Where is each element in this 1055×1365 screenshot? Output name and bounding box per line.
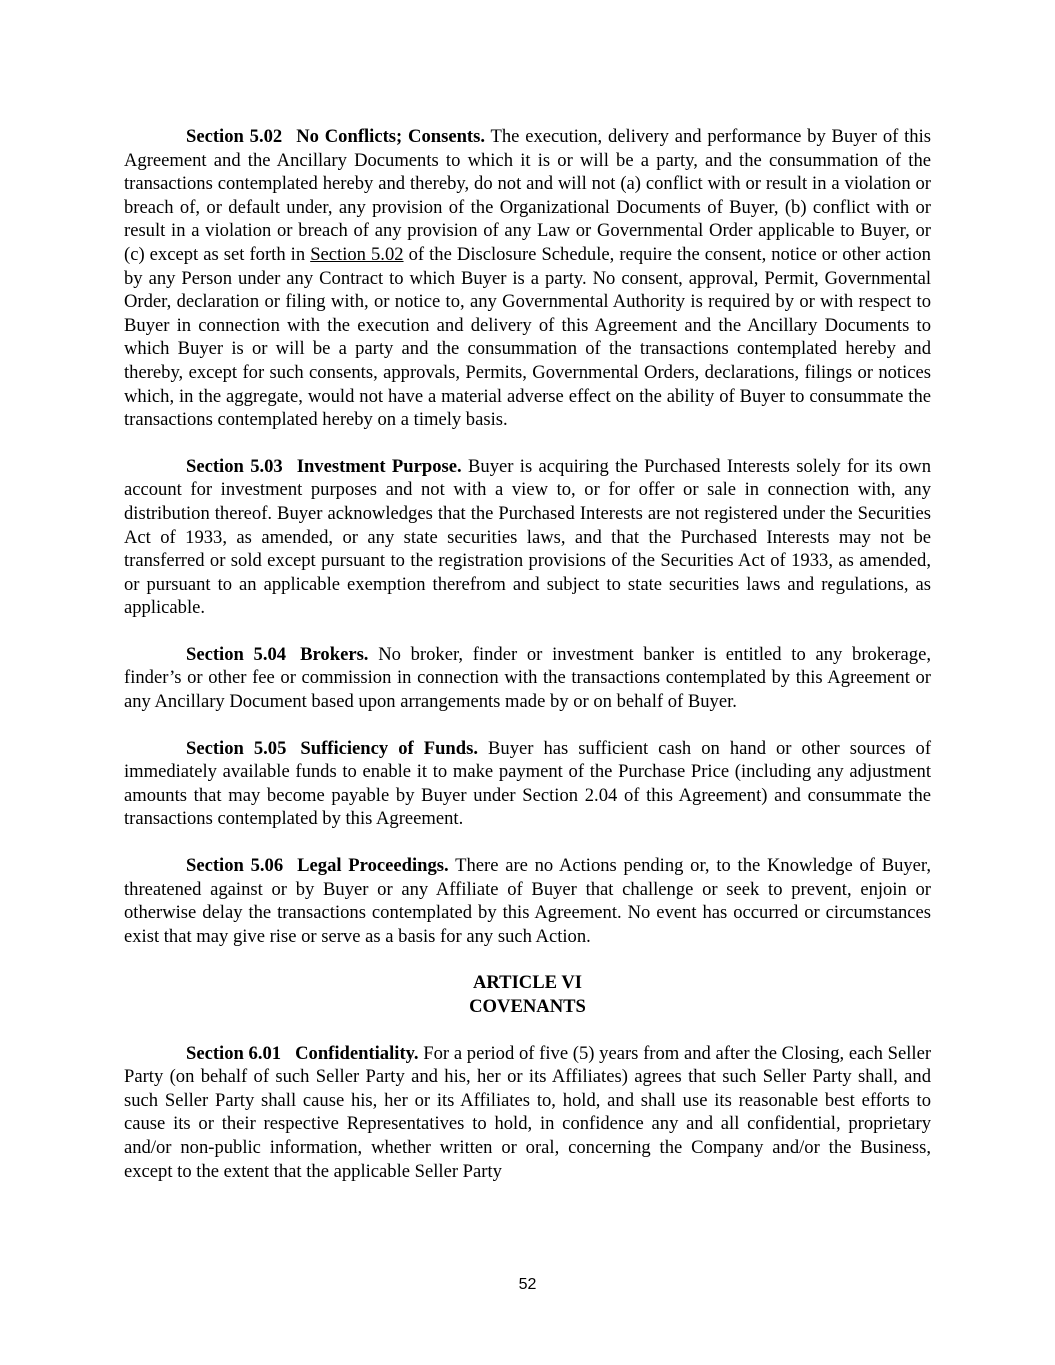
page-body <box>124 125 931 1206</box>
section-6-01 <box>124 1042 931 1184</box>
section-heading: Section 6.01 Confidentiality. <box>186 1042 419 1064</box>
section-text: There are no Actions pending or, to the Knowledge of Buyer, threatened against or by Buyer or any Affiliate of Buyer that challenge or seek to prevent, enjoin or otherwise delay the transactions contemplated by this Agreement. No event has occurred or circumstances exist that may give rise or serve as a basis for any such Action. <box>124 855 932 947</box>
article-title: COVENANTS <box>469 996 586 1017</box>
section-text: Buyer has sufficient cash on hand or other sources of immediately available funds to enable it to make payment of the Purchase Price (including any adjustment amounts that may become payable by Buyer under Section 2.04 of this Agreement) and consummate the transactions contemplated by this Agreement. <box>124 737 932 830</box>
section-text: The execution, delivery and performance by Buyer of this Agreement and the Ancillary Documents to which it is or will be a party, and the consummation of the transactions contemplated hereby and thereby, do not and will not (a) conflict with or result in a violation or breach of, or default under, any provision of the Organizational Documents of Buyer, (b) conflict with or result in a violation or breach of any provision of any Law or Governmental Order applicable to Buyer, or (c) except as set forth in <box>124 126 931 265</box>
article-number: ARTICLE VI <box>472 972 583 994</box>
section-5-06 <box>124 854 931 948</box>
section-5-04 <box>124 643 931 714</box>
section-5-05 <box>124 737 931 831</box>
section-text: Buyer is acquiring the Purchased Interests solely for its own account for investment purposes and not with a view to, or for offer or sale in connection with, any distribution thereof. Buyer acknowledges that the Purchased Interests are not registered under the Securities Act of 1933, as amended, or any state securities laws, and that the Purchased Interests may not be transferred or sold except pursuant to the registration provisions of the Securities Act of 1933, as amended, or pursuant to an applicable exemption therefrom and subject to state securities laws and regulations, as applicable. <box>124 455 931 619</box>
page-number: 52 <box>518 1276 537 1293</box>
section-text: For a period of five (5) years from and after the Closing, each Seller Party (on behalf of such Seller Party and his, her or its Affiliates) agrees that such Seller Party shall, and such Seller Party shall cause his, her or its Affiliates to, hold, and shall use its reasonable best efforts to cause its or their respective Representatives to hold, in confidence any and all confidential, proprietary and/or non-public information, whether written or oral, concerning the Company and/or the Business, except to the extent that the applicable Seller Party <box>124 1042 932 1182</box>
section-text: No broker, finder or investment banker is entitled to any brokerage, finder’s or other fee or commission in connection with the transactions contemplated by this Agreement or any Ancillary Document based upon arrangements made by or on behalf of Buyer. <box>124 643 931 713</box>
section-5-03 <box>124 455 931 620</box>
section-heading: Section 5.02 No Conflicts; Consents. <box>186 126 486 147</box>
section-heading: Section 5.06 Legal Proceedings. <box>186 855 449 877</box>
section-heading: Section 5.04 Brokers. <box>186 643 369 665</box>
section-heading: Section 5.05 Sufficiency of Funds. <box>186 737 478 759</box>
section-heading: Section 5.03 Investment Purpose. <box>186 455 462 477</box>
section-text-continued: of the Disclosure Schedule, require the consent, notice or other action by any Person under any Contract to which Buyer is a party. No consent, approval, Permit, Governmental Order, declaration or filing with, or notice to, any Governmental Authority is required by or with respect to Buyer in connection with the execution and delivery of this Agreement and the Ancillary Documents to which Buyer is or will be a party and the consummation of the transactions contemplated hereby and thereby, except for such consents, approvals, Permits, Governmental Orders, declarations, filings or notices which, in the aggregate, would not have a material adverse effect on the ability of Buyer to consummate the transactions contemplated hereby on a timely basis. <box>124 243 931 431</box>
article-heading <box>124 971 931 1018</box>
section-reference-link: Section 5.02 <box>310 243 404 265</box>
section-5-02 <box>124 125 931 432</box>
